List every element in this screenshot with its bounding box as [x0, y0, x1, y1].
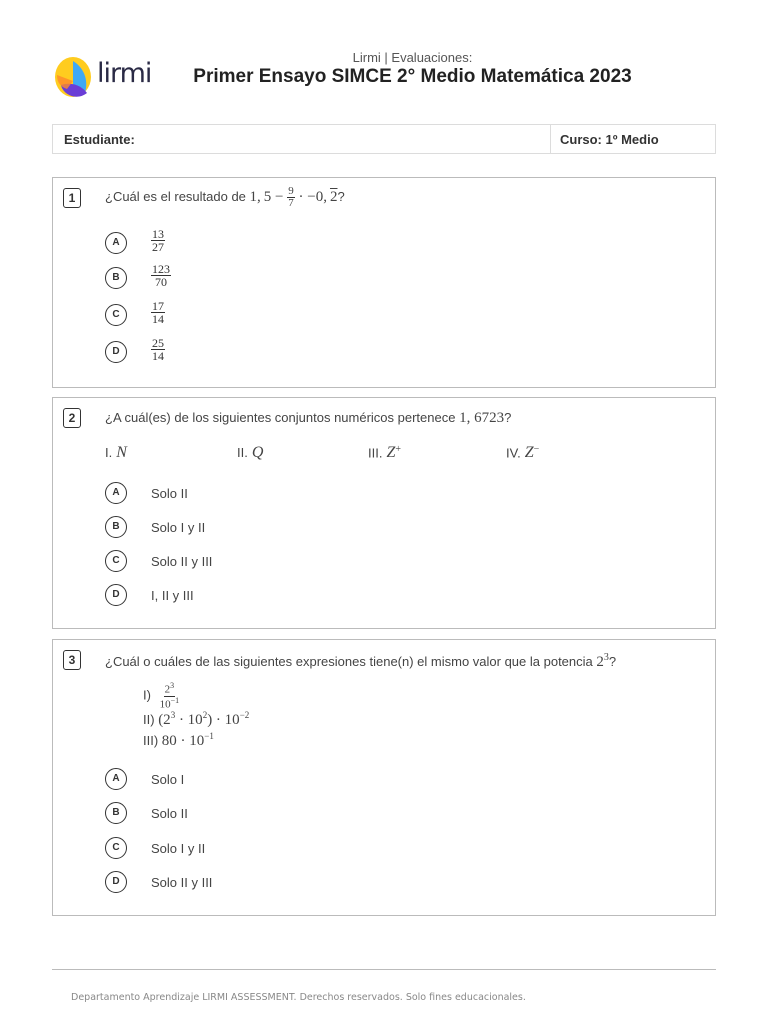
page-title: Primer Ensayo SIMCE 2° Medio Matemática 2023 — [193, 66, 632, 87]
question-stem — [105, 652, 616, 671]
stem-math: 1, 5 − $\frac{9}{7}$ · −0, 2 — [249, 185, 338, 209]
student-label: Estudiante: — [64, 132, 135, 147]
stem-suffix: ? — [504, 410, 512, 425]
expression-2: II) $(2^3 \cdot 10^2) \cdot 10^{-2}$ — [143, 710, 250, 728]
question-stem — [105, 410, 511, 427]
question-3 — [52, 639, 716, 916]
option-fraction: $\frac{13}{27}$ — [152, 227, 164, 254]
option-bubble[interactable]: B — [105, 516, 127, 538]
option-bubble[interactable]: B — [105, 802, 127, 824]
question-2 — [52, 397, 716, 629]
student-info-bar — [52, 124, 716, 154]
stem-suffix: ? — [337, 188, 345, 204]
option-text: Solo II y III — [151, 875, 213, 890]
set-item-3: III. Z+ — [368, 444, 401, 462]
option-bubble[interactable]: B — [105, 267, 127, 289]
option-fraction: $\frac{25}{14}$ — [152, 336, 164, 363]
stem-fraction: $\frac{9}{7}$ — [288, 185, 294, 209]
expression-1: I) $\frac{2^3}{10^{-1}}$ — [143, 681, 180, 711]
question-number: 1 — [63, 188, 81, 208]
option-bubble[interactable]: A — [105, 768, 127, 790]
option-text: Solo I y II — [151, 841, 206, 856]
set-item-4: IV. Z− — [506, 444, 540, 462]
question-stem — [105, 186, 345, 209]
expression-3: III) $80 \cdot 10^{-1}$ — [143, 731, 214, 749]
option-fraction: $\frac{17}{14}$ — [152, 299, 164, 326]
option-text: Solo II — [151, 806, 188, 821]
question-1 — [52, 177, 716, 388]
option-bubble[interactable]: A — [105, 232, 127, 254]
option-bubble[interactable]: C — [105, 304, 127, 326]
option-bubble[interactable]: C — [105, 550, 127, 572]
option-bubble[interactable]: D — [105, 584, 127, 606]
option-text: Solo I y II — [151, 520, 206, 535]
stem-text: ¿Cuál es el resultado de — [105, 188, 246, 204]
option-bubble[interactable]: A — [105, 482, 127, 504]
stem-suffix: ? — [608, 654, 617, 669]
info-divider — [550, 125, 551, 153]
option-text: Solo II y III — [151, 554, 213, 569]
question-number: 3 — [63, 650, 81, 670]
lirmi-logo-icon — [53, 55, 97, 101]
option-bubble[interactable]: C — [105, 837, 127, 859]
option-bubble[interactable]: D — [105, 871, 127, 893]
option-text: Solo I — [151, 772, 185, 787]
expression-fraction: $\frac{2^3}{10^{-1}}$ — [159, 681, 180, 711]
option-text: Solo II — [151, 486, 188, 501]
option-text: I, II y III — [151, 588, 194, 603]
set-item-1: I. N — [105, 444, 127, 461]
stem-text: ¿A cuál(es) de los siguientes conjuntos numéricos pertenece — [105, 410, 456, 425]
option-bubble[interactable]: D — [105, 341, 127, 363]
course-label: Curso: 1º Medio — [560, 132, 659, 147]
option-fraction: $\frac{123}{70}$ — [152, 262, 170, 289]
footer-divider — [52, 969, 716, 970]
footer-text: Departamento Aprendizaje LIRMI ASSESSMENT. Derechos reservados. Solo fines educacionales. — [71, 992, 526, 1003]
stem-math: $2^3$ — [596, 652, 609, 670]
stem-text: ¿Cuál o cuáles de las siguientes expresiones tiene(n) el mismo valor que la potencia — [105, 654, 593, 669]
set-item-2: II. Q — [237, 444, 264, 461]
stem-math: 1, 6723 — [459, 410, 505, 426]
question-number: 2 — [63, 408, 81, 428]
logo-text: lirmi — [97, 58, 152, 89]
page-supertitle: Lirmi | Evaluaciones: — [352, 50, 473, 65]
